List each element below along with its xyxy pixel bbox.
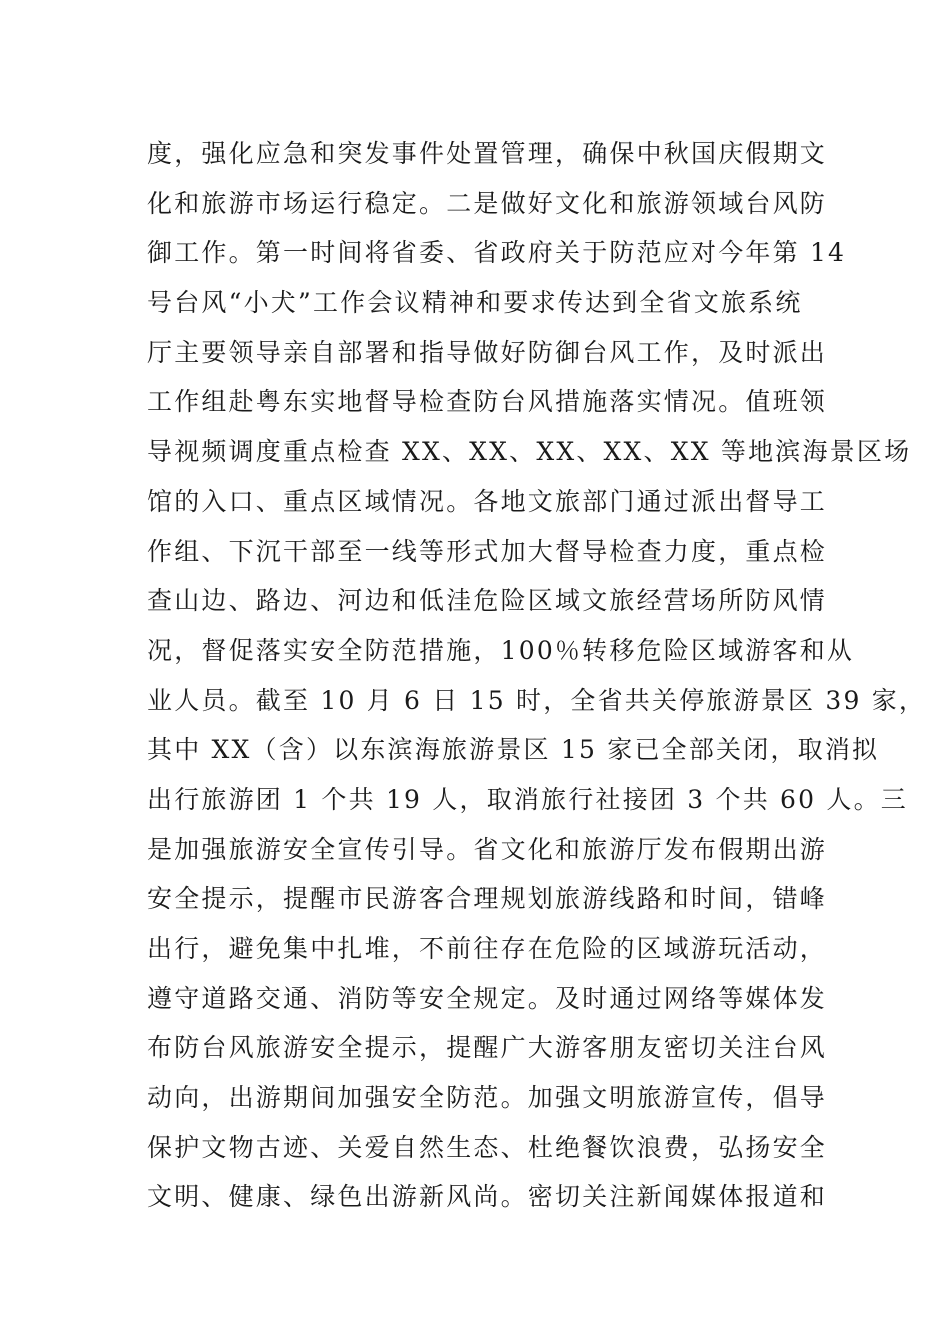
text-line: 动向，出游期间加强安全防范。加强文明旅游宣传，倡导 <box>147 1083 828 1113</box>
text-line: 导视频调度重点检查 XX、XX、XX、XX、XX 等地滨海景区场 <box>147 437 912 467</box>
text-line: 是加强旅游安全宣传引导。省文化和旅游厅发布假期出游 <box>147 834 828 864</box>
text-line: 工作组赴粤东实地督导检查防台风措施落实情况。值班领 <box>147 387 828 417</box>
text-line: 查山边、路边、河边和低洼危险区域文旅经营场所防风情 <box>147 586 828 616</box>
text-line: 化和旅游市场运行稳定。二是做好文化和旅游领域台风防 <box>147 188 828 218</box>
text-line: 遵守道路交通、消防等安全规定。及时通过网络等媒体发 <box>147 983 828 1013</box>
text-line: 度，强化应急和突发事件处置管理，确保中秋国庆假期文 <box>147 139 828 168</box>
text-line: 文明、健康、绿色出游新风尚。密切关注新闻媒体报道和 <box>147 1182 828 1212</box>
text-line: 馆的入口、重点区域情况。各地文旅部门通过派出督导工 <box>147 486 828 516</box>
text-line: 况，督促落实安全防范措施，100％转移危险区域游客和从 <box>147 635 855 665</box>
text-line: 保护文物古迹、关爱自然生态、杜绝餐饮浪费，弘扬安全 <box>147 1132 828 1162</box>
text-line: 其中 XX（含）以东滨海旅游景区 15 家已全部关闭，取消拟 <box>147 735 880 765</box>
text-line: 布防台风旅游安全提示，提醒广大游客朋友密切关注台风 <box>147 1033 828 1063</box>
text-line: 号台风“小犬”工作会议精神和要求传达到全省文旅系统 <box>147 288 803 318</box>
text-line: 御工作。第一时间将省委、省政府关于防范应对今年第 14 <box>147 238 847 268</box>
text-line: 厅主要领导亲自部署和指导做好防御台风工作，及时派出 <box>147 337 828 367</box>
text-line: 安全提示，提醒市民游客合理规划旅游线路和时间，错峰 <box>147 884 828 914</box>
text-line: 业人员。截至 10 月 6 日 15 时，全省共关停旅游景区 39 家， <box>147 685 927 715</box>
text-line: 出行，避免集中扎堆，不前往存在危险的区域游玩活动， <box>147 934 828 963</box>
text-line: 作组、下沉干部至一线等形式加大督导检查力度，重点检 <box>147 536 828 566</box>
text-line: 出行旅游团 1 个共 19 人，取消旅行社接团 3 个共 60 人。三 <box>147 784 909 814</box>
body-text <box>147 129 927 1222</box>
